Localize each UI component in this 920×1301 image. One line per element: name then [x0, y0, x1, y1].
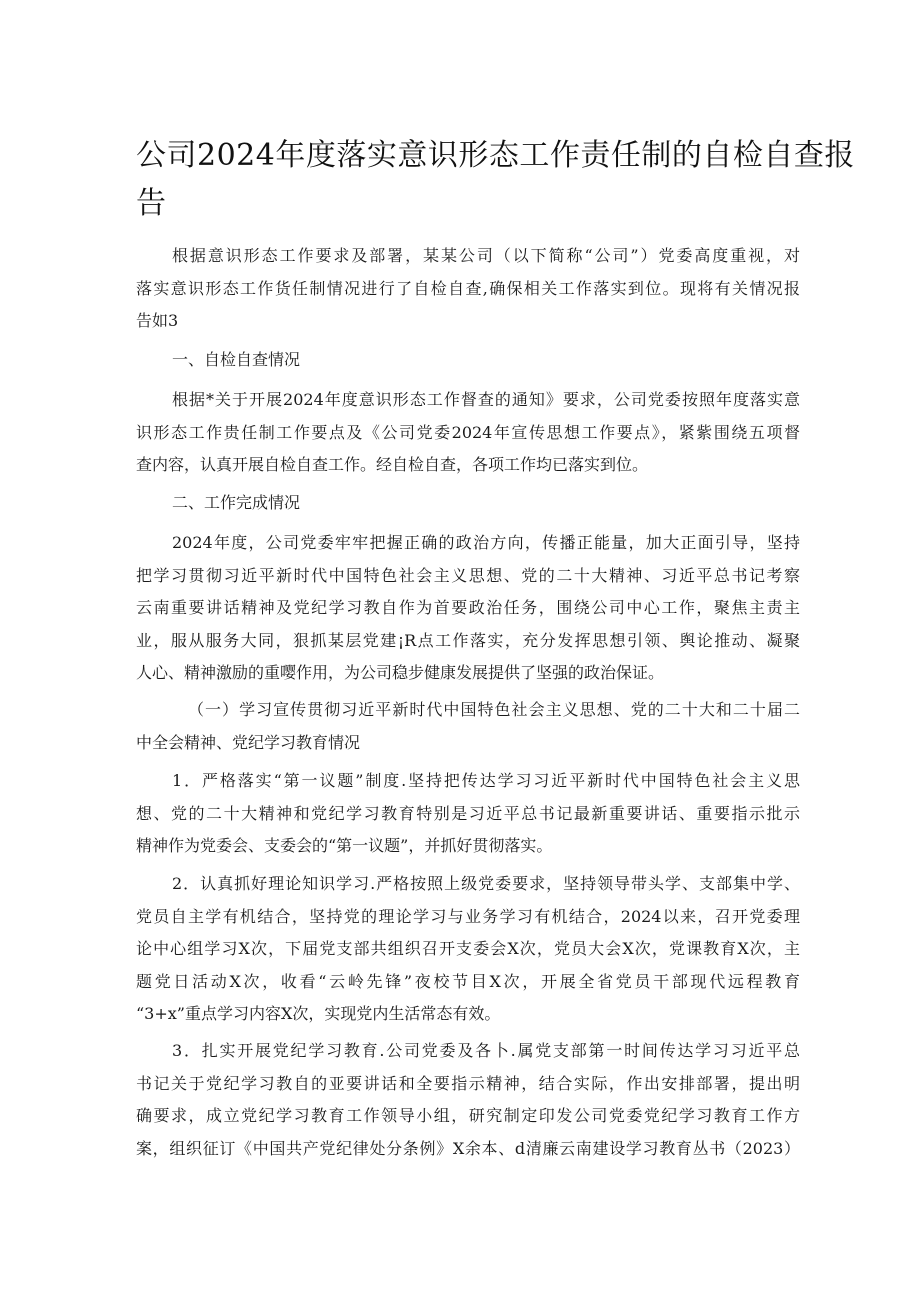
text-line: 3．扎实开展党纪学习教育.公司党委及各卜.属党支部第一时间传达学习习近平总 [172, 1041, 800, 1060]
text-line: 党员自主学有机结合，坚持党的理论学习与业务学习有机结合，2024以来，召开党委理 [136, 906, 800, 926]
section-heading-1 [136, 344, 800, 377]
section-heading-2 [136, 487, 800, 520]
text-line: 人心、精神激励的重嘤作用，为公司稳步健康发展提供了坚强的政治保证。 [136, 663, 665, 682]
text-line: （一）学习宣传贯彻习近平新时代中国特色社会主义思想、党的二十大和二十届二 [188, 700, 800, 719]
text-line: 云南重要讲话精神及党纪学习教自作为首要政治任务，围绕公司中心工作，聚焦主责主 [136, 598, 800, 617]
text-line: 识形态工作贵任制工作要点及《公司党委2024年宣传思想工作要点》，紧紫围绕五项督 [136, 422, 800, 442]
title-line: 公司2024年度落实意识形态工作责任制的自检自查报 [136, 138, 855, 173]
list-item-1 [136, 765, 800, 863]
text-line: 根据意识形态工作要求及部署，某某公司（以下简称“公司”）党委高度重视，对 [172, 246, 800, 265]
text-line: 落实意识形态工作货任制情况进行了自检自查,确保相关工作落实到位。现将有关情况报 [136, 278, 800, 298]
text-line: 想、党的二十大精神和党纪学习教育特别是习近平总书记最新重要讲话、重要指示批示 [136, 803, 800, 823]
text-line: 2024年度，公司党委牢牢把握正确的政治方向，传播正能量，加大正面引导，坚持 [172, 533, 800, 552]
paragraph-self-check [136, 384, 800, 482]
text-line: 书记关于党纪学习教自的亚要讲话和全要指示精神，结合实际，作出安排部署，提出明 [136, 1073, 800, 1093]
list-item-3 [136, 1035, 800, 1165]
text-line: 精神作为党委会、支委会的“第一议题”，并抓好贯彻落实。 [136, 836, 553, 855]
text-line: 2．认真抓好理论知识学习.严格按照上级党委要求，坚持领导带头学、支部集中学、 [172, 874, 800, 893]
text-line: 中全会精神、党纪学习教育情况 [136, 732, 361, 752]
text-line: 把学习贯彻习近平新时代中国特色社会主义思想、党的二十大精神、习近平总书记考察 [136, 565, 800, 585]
text-line: 一、自检自查情况 [172, 350, 301, 369]
text-line: 告如3 [136, 311, 179, 330]
subsection-heading-1 [136, 694, 800, 759]
list-item-2 [136, 868, 800, 1031]
text-line: 业，服从服务大同，狠抓某层党建¡R点工作落实，充分发挥思想引领、舆论推动、凝聚 [136, 630, 800, 650]
text-line: 查内容，认真开展自检自查工作。经自检自查，各项工作均已落实到位。 [136, 455, 649, 474]
paragraph-intro [136, 240, 800, 338]
text-line: 论中心组学习X次，下届党支部共组织召开支委会X次，党员大会X次，党课教育X次，主 [136, 939, 800, 958]
text-line: 二、工作完成情况 [172, 493, 301, 512]
text-line: “3+x”重点学习内容X次，实现党内生活常态有效。 [136, 1004, 501, 1023]
text-line: 题党日活动X次，收看“云岭先锋”夜校节目X次，开展全省党员干部现代远程教育 [136, 971, 800, 991]
paragraph-work-completion [136, 527, 800, 690]
text-line: 案，组织征订《中国共产党纪律处分条例》X余本、d清廉云南建设学习教育丛书（2023） [136, 1138, 800, 1158]
document-title [136, 132, 855, 228]
text-line: 确要求，成立党纪学习教育工作领导小组，研究制定印发公司党委党纪学习教育工作方 [136, 1106, 800, 1125]
text-line: 根据*关于开展2024年度意识形态工作督查的通知》要求，公司党委按照年度落实意 [172, 390, 800, 409]
text-line: 1．严格落实“第一议题”制度.坚持把传达学习习近平新时代中国特色社会主义思 [172, 771, 800, 790]
title-line: 告 [136, 186, 167, 221]
